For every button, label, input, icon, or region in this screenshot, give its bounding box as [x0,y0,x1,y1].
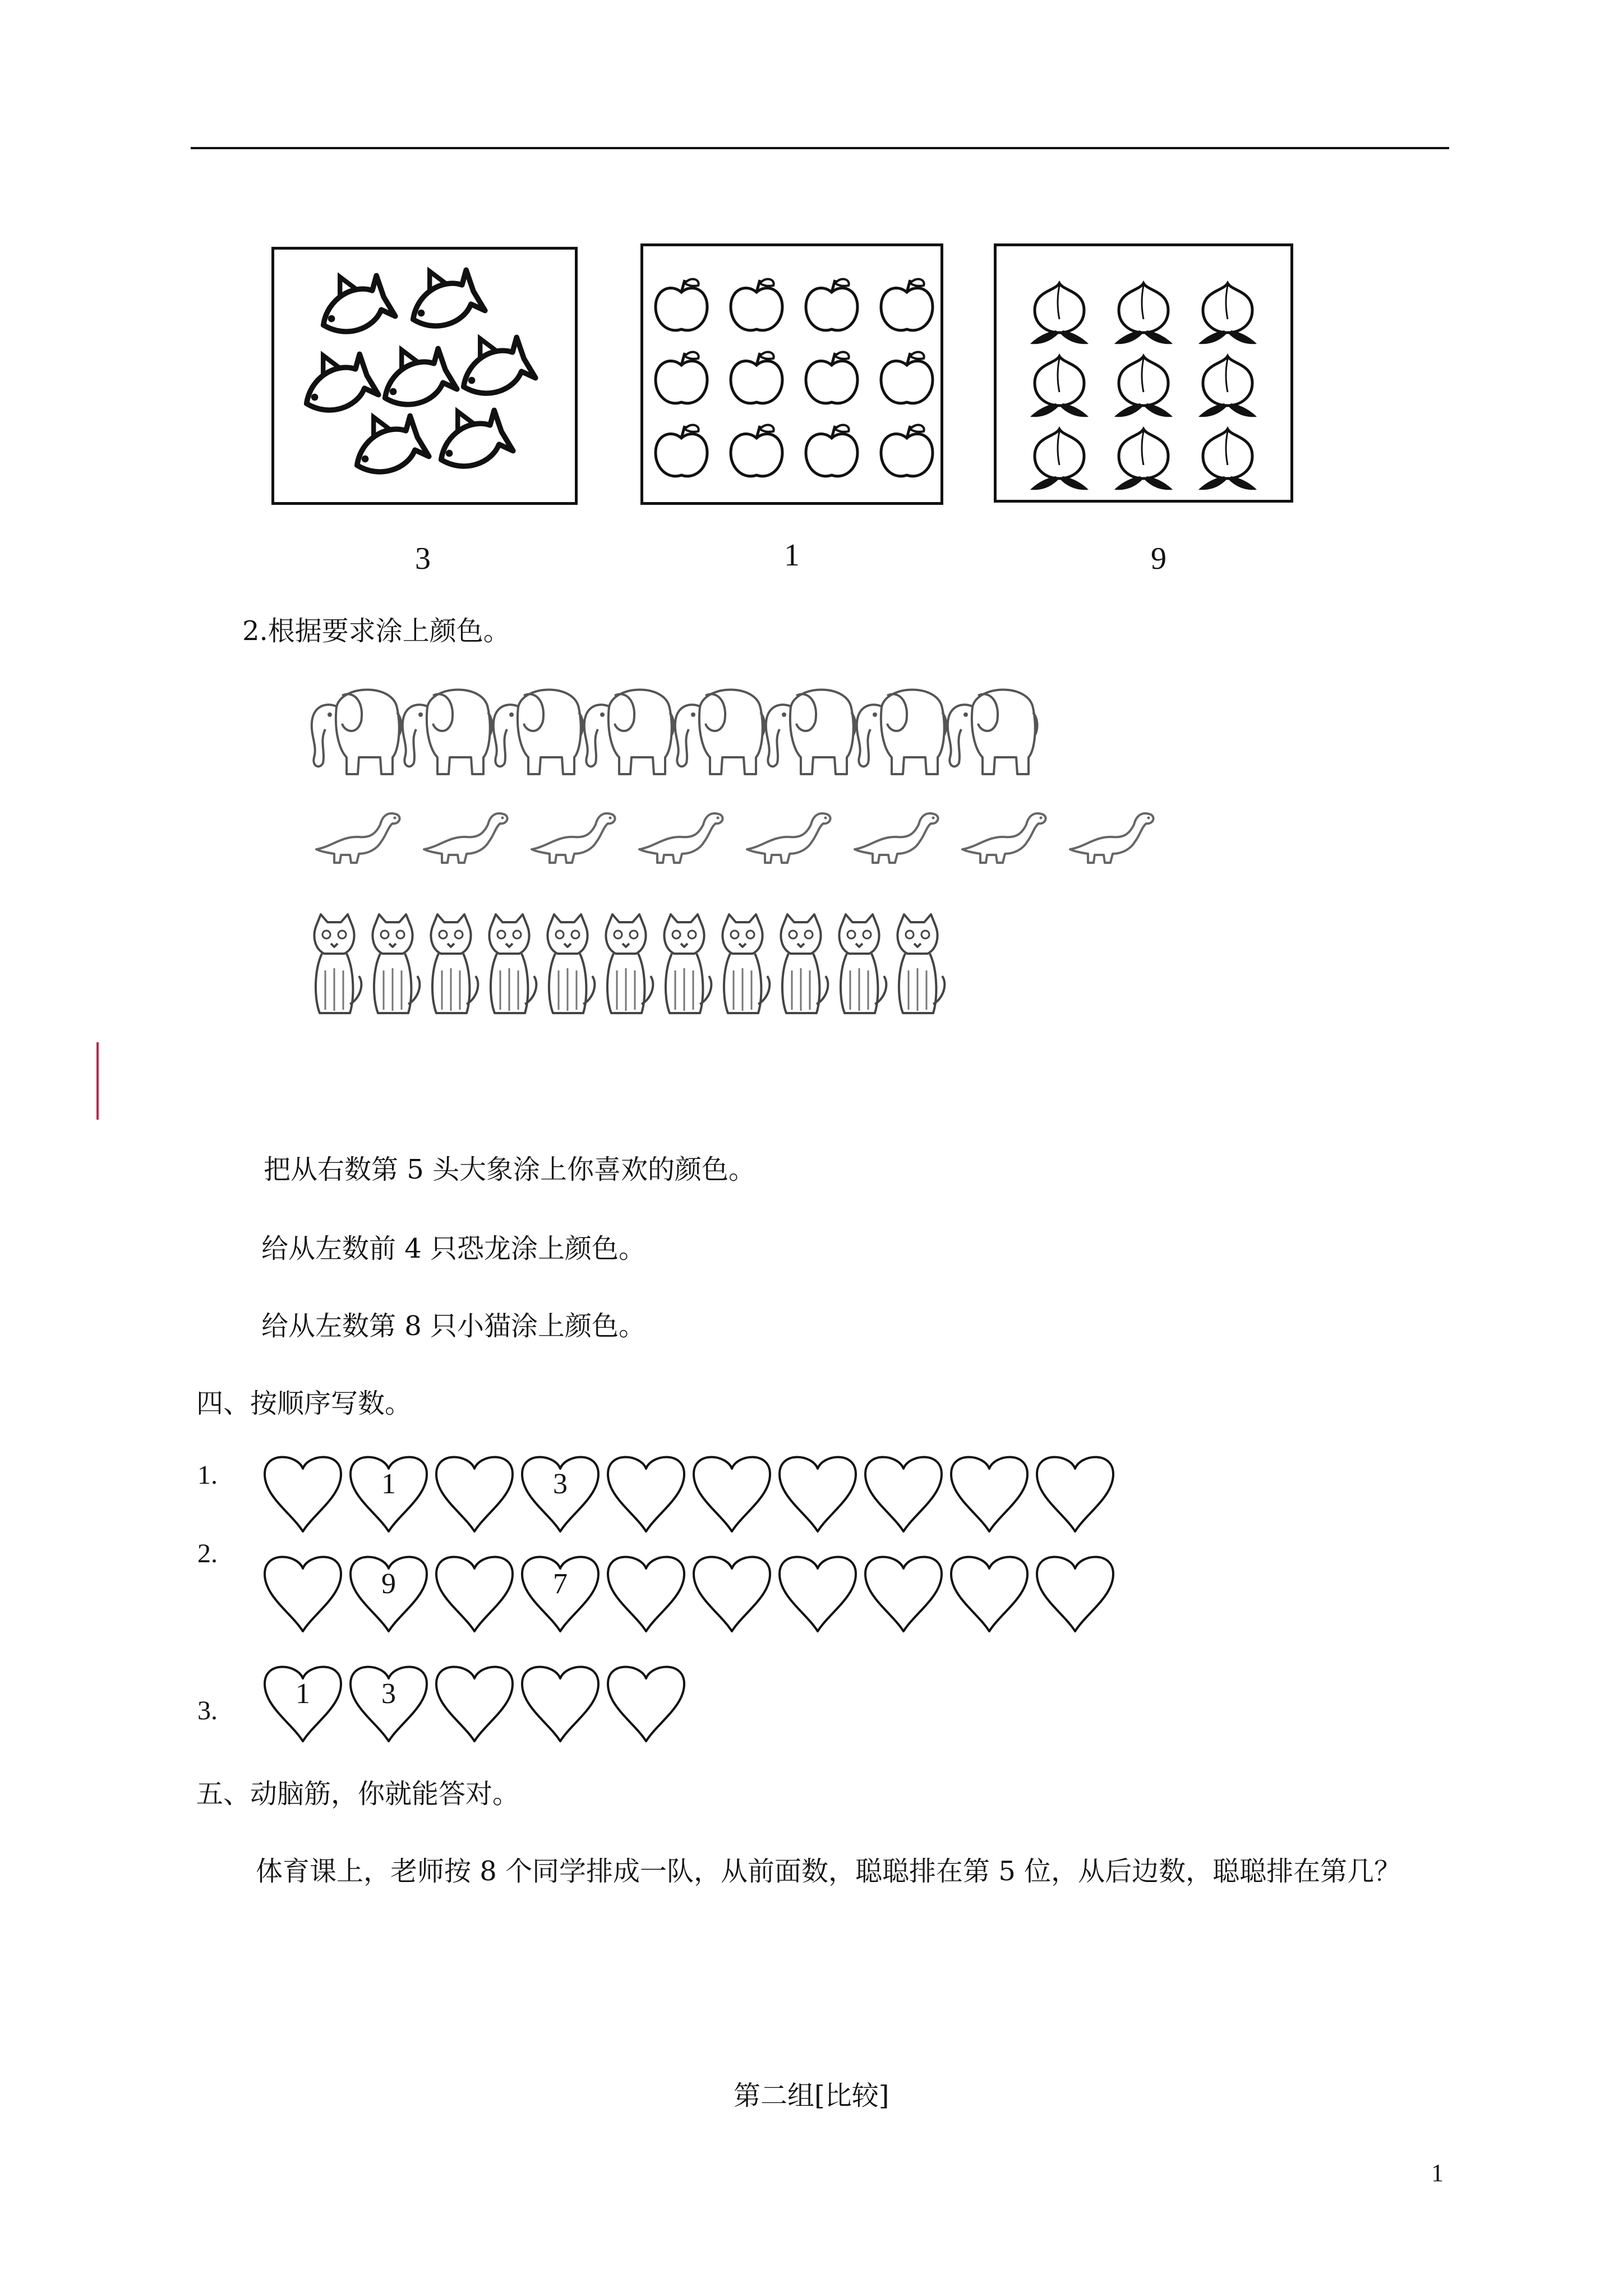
heart-shape [351,1557,427,1631]
apple-icon [731,352,782,403]
group-title: 第二组[比较] [734,2080,889,2111]
box-label-fish: 3 [415,541,431,576]
cat-icon [722,914,769,1013]
apple-icon [656,352,707,403]
heart-row-3 [264,1662,712,1746]
apple-box [640,243,943,505]
section2-heading: 2.根据要求涂上颜色。 [242,615,510,647]
peach-icon [1114,283,1173,344]
apple-icon [656,425,707,476]
page-number: 1 [1431,2159,1444,2187]
heart-number: 7 [553,1568,568,1600]
apple-icon [656,279,707,330]
heart-shape [522,1457,598,1531]
dinosaur-icon [532,813,615,863]
heart-row-1 [264,1452,1138,1536]
cat-icon [897,914,944,1013]
heart-shape [608,1557,684,1631]
apple-icon [731,425,782,476]
heart-shape [694,1557,770,1631]
elephant-icon [766,690,856,775]
instruction-dinosaur: 给从左数前 4 只恐龙涂上颜色。 [261,1233,646,1264]
section5-heading: 五、动脑筋，你就能答对。 [196,1778,520,1810]
dinosaur-icon [962,813,1046,863]
apple-icon [731,279,782,330]
heart-row-label-2: 2. [197,1539,218,1568]
elephant-icon [584,690,674,775]
fish-box [271,247,578,505]
heart-number: 3 [381,1678,396,1710]
fish-icon [370,335,457,418]
heart-shape [351,1667,427,1741]
apple-icon [881,425,933,476]
heart-shape [951,1457,1027,1531]
heart-shape [436,1667,513,1741]
fish-icon [398,257,485,339]
heart-shape [780,1457,856,1531]
heart-shape [865,1557,942,1631]
dinosaur-icon [424,813,508,863]
cat-icon [372,914,419,1013]
apple-icon [806,425,857,476]
cat-icon [547,914,594,1013]
header-rule [191,147,1449,149]
heart-row-label-3: 3. [197,1696,218,1726]
peach-group [997,246,1290,500]
dinosaur-icon [747,813,831,863]
heart-shape [865,1457,942,1531]
fish-icon [308,263,395,345]
cat-icon [314,914,361,1013]
heart-number: 1 [381,1468,396,1500]
heart-shape [694,1457,770,1531]
peach-icon [1114,429,1173,490]
instruction-cat: 给从左数第 8 只小猫涂上颜色。 [261,1310,646,1342]
elephant-icon [494,690,583,775]
heart-shape [608,1457,684,1531]
apple-icon [881,279,933,330]
elephant-icon [948,690,1038,775]
heart-number: 1 [296,1678,310,1710]
cat-icon [781,914,828,1013]
heart-shape [1037,1457,1113,1531]
elephant-row [303,673,1066,785]
cat-icon [664,914,711,1013]
dinosaur-icon [855,813,938,863]
heart-shape [522,1557,598,1631]
heart-shape [265,1457,341,1531]
heart-shape [951,1557,1027,1631]
dinosaur-icon [1070,813,1154,863]
cat-icon [606,914,653,1013]
apple-icon [806,279,857,330]
fish-icon [426,397,513,480]
heart-shape [1037,1557,1113,1631]
margin-mark [96,1042,99,1120]
cat-icon [431,914,478,1013]
heart-row-label-1: 1. [197,1460,218,1490]
section4-heading: 四、按顺序写数。 [196,1388,412,1419]
fish-icon [342,403,429,485]
heart-number: 3 [553,1468,568,1500]
peach-icon [1198,429,1257,490]
heart-row-2 [264,1552,1138,1636]
fish-icon [291,341,379,424]
cat-icon [839,914,886,1013]
elephant-icon [403,690,492,775]
apple-icon [806,352,857,403]
peach-icon [1198,356,1257,417]
heart-number: 9 [381,1568,396,1600]
cat-row [308,914,970,1027]
elephant-icon [857,690,947,775]
elephant-icon [312,690,402,775]
peach-box [994,243,1293,503]
instruction-elephant: 把从右数第 5 头大象涂上你喜欢的颜色。 [264,1154,756,1185]
heart-shape [436,1457,513,1531]
section5-question: 体育课上，老师按 8 个同学排成一队，从前面数，聪聪排在第 5 位，从后边数，聪聪排在第几？ [256,1856,1401,1887]
heart-shape [265,1557,341,1631]
peach-icon [1030,356,1089,417]
elephant-icon [675,690,765,775]
heart-shape [780,1557,856,1631]
heart-shape [608,1667,684,1741]
peach-icon [1114,356,1173,417]
heart-shape [351,1457,427,1531]
fish-icon [448,324,536,407]
apple-icon [881,352,933,403]
dinosaur-row [314,802,1189,875]
peach-icon [1030,429,1089,490]
cat-icon [489,914,536,1013]
box-label-apple: 1 [784,538,800,573]
dinosaur-icon [316,813,400,863]
fish-group [274,250,575,502]
heart-shape [522,1667,598,1741]
dinosaur-icon [639,813,723,863]
peach-icon [1030,283,1089,344]
heart-shape [265,1667,341,1741]
apple-group [643,246,940,502]
box-label-peach: 9 [1151,541,1166,576]
heart-shape [436,1557,513,1631]
peach-icon [1198,283,1257,344]
